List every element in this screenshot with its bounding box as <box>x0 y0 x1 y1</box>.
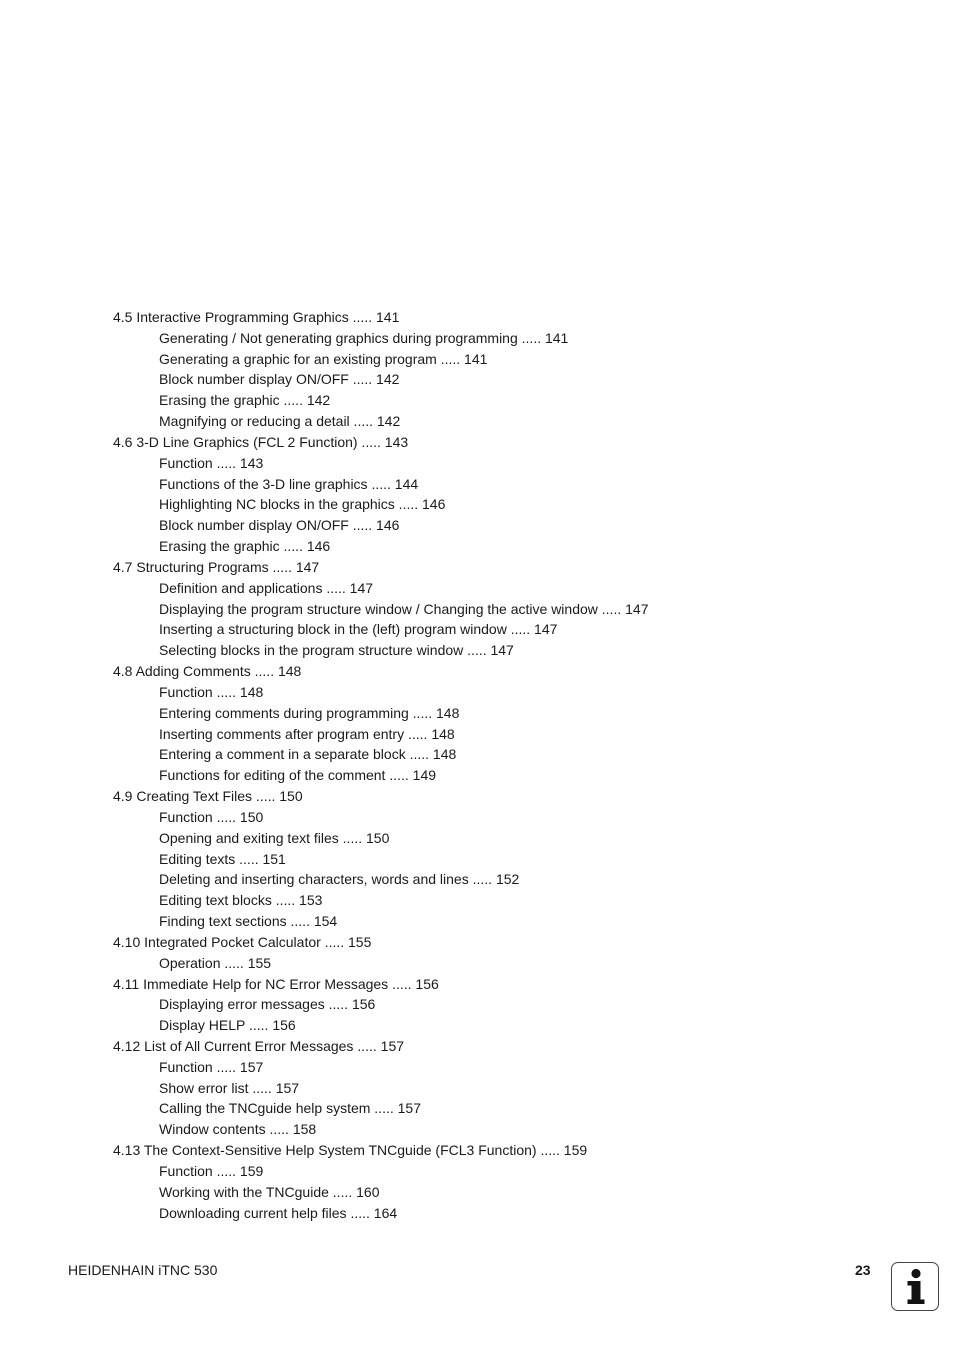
info-icon <box>891 1262 939 1311</box>
toc-subsection-entry: Display HELP ..... 156 <box>159 1017 296 1034</box>
toc-subsection-entry: Window contents ..... 158 <box>159 1121 317 1138</box>
toc-section-entry: 4.8 Adding Comments ..... 148 <box>113 663 302 680</box>
toc-subsection-entry: Magnifying or reducing a detail ..... 142 <box>159 413 401 430</box>
toc-subsection-entry: Function ..... 143 <box>159 454 264 471</box>
toc-subsection-entry: Deleting and inserting characters, words and lines ..... 152 <box>159 871 520 888</box>
toc-subsection-entry: Operation ..... 155 <box>159 954 272 971</box>
toc-subsection-entry: Finding text sections ..... 154 <box>159 913 338 930</box>
toc-subsection-entry: Erasing the graphic ..... 142 <box>159 392 331 409</box>
toc-subsection-entry: Editing texts ..... 151 <box>159 850 286 867</box>
toc-subsection-entry: Block number display ON/OFF ..... 142 <box>159 371 400 388</box>
toc-section-entry: 4.6 3-D Line Graphics (FCL 2 Function) ..... 143 <box>113 433 409 450</box>
toc-subsection-entry: Function ..... 159 <box>159 1162 264 1179</box>
toc-subsection-entry: Functions of the 3-D line graphics ..... 144 <box>159 475 419 492</box>
page-number: 23 <box>855 1262 871 1278</box>
toc-subsection-entry: Downloading current help files ..... 164 <box>159 1204 398 1221</box>
toc-section-entry: 4.5 Interactive Programming Graphics ..... 141 <box>113 309 400 325</box>
toc-section-entry: 4.10 Integrated Pocket Calculator ..... 155 <box>113 933 372 950</box>
toc-subsection-entry: Highlighting NC blocks in the graphics ..... 146 <box>159 496 446 513</box>
table-of-contents <box>113 307 648 1223</box>
toc-section-entry: 4.13 The Context-Sensitive Help System TNCguide (FCL3 Function) ..... 159 <box>113 1142 588 1159</box>
toc-subsection-entry: Function ..... 148 <box>159 683 264 700</box>
toc-subsection-entry: Show error list ..... 157 <box>159 1079 300 1096</box>
toc-subsection-entry: Entering comments during programming ..... 148 <box>159 704 460 721</box>
toc-subsection-entry: Displaying the program structure window / Changing the active window ..... 147 <box>159 600 649 617</box>
toc-subsection-entry: Definition and applications ..... 147 <box>159 579 374 596</box>
toc-subsection-entry: Generating a graphic for an existing program ..... 141 <box>159 350 488 367</box>
toc-subsection-entry: Editing text blocks ..... 153 <box>159 892 323 909</box>
toc-subsection-entry: Erasing the graphic ..... 146 <box>159 538 331 555</box>
toc-subsection-entry: Selecting blocks in the program structure window ..... 147 <box>159 642 514 659</box>
toc-subsection-entry: Displaying error messages ..... 156 <box>159 996 376 1013</box>
toc-subsection-entry: Working with the TNCguide ..... 160 <box>159 1183 380 1200</box>
toc-subsection-entry: Functions for editing of the comment ..... 149 <box>159 767 437 784</box>
toc-subsection-entry: Block number display ON/OFF ..... 146 <box>159 517 400 534</box>
footer-title: HEIDENHAIN iTNC 530 <box>68 1262 218 1278</box>
toc-subsection-entry: Inserting comments after program entry ..... 148 <box>159 725 455 742</box>
toc-section-entry: 4.9 Creating Text Files ..... 150 <box>113 788 303 805</box>
toc-subsection-entry: Opening and exiting text files ..... 150 <box>159 829 390 846</box>
toc-subsection-entry: Function ..... 150 <box>159 808 264 825</box>
toc-subsection-entry: Generating / Not generating graphics during programming ..... 141 <box>159 329 569 346</box>
toc-subsection-entry: Entering a comment in a separate block ..... 148 <box>159 746 457 763</box>
toc-subsection-entry: Function ..... 157 <box>159 1058 264 1075</box>
toc-section-entry: 4.7 Structuring Programs ..... 147 <box>113 558 320 575</box>
toc-subsection-entry: Inserting a structuring block in the (left) program window ..... 147 <box>159 621 558 638</box>
toc-section-entry: 4.11 Immediate Help for NC Error Messages ..... 156 <box>113 975 439 992</box>
toc-section-entry: 4.12 List of All Current Error Messages ..... 157 <box>113 1037 405 1054</box>
toc-subsection-entry: Calling the TNCguide help system ..... 157 <box>159 1100 421 1117</box>
